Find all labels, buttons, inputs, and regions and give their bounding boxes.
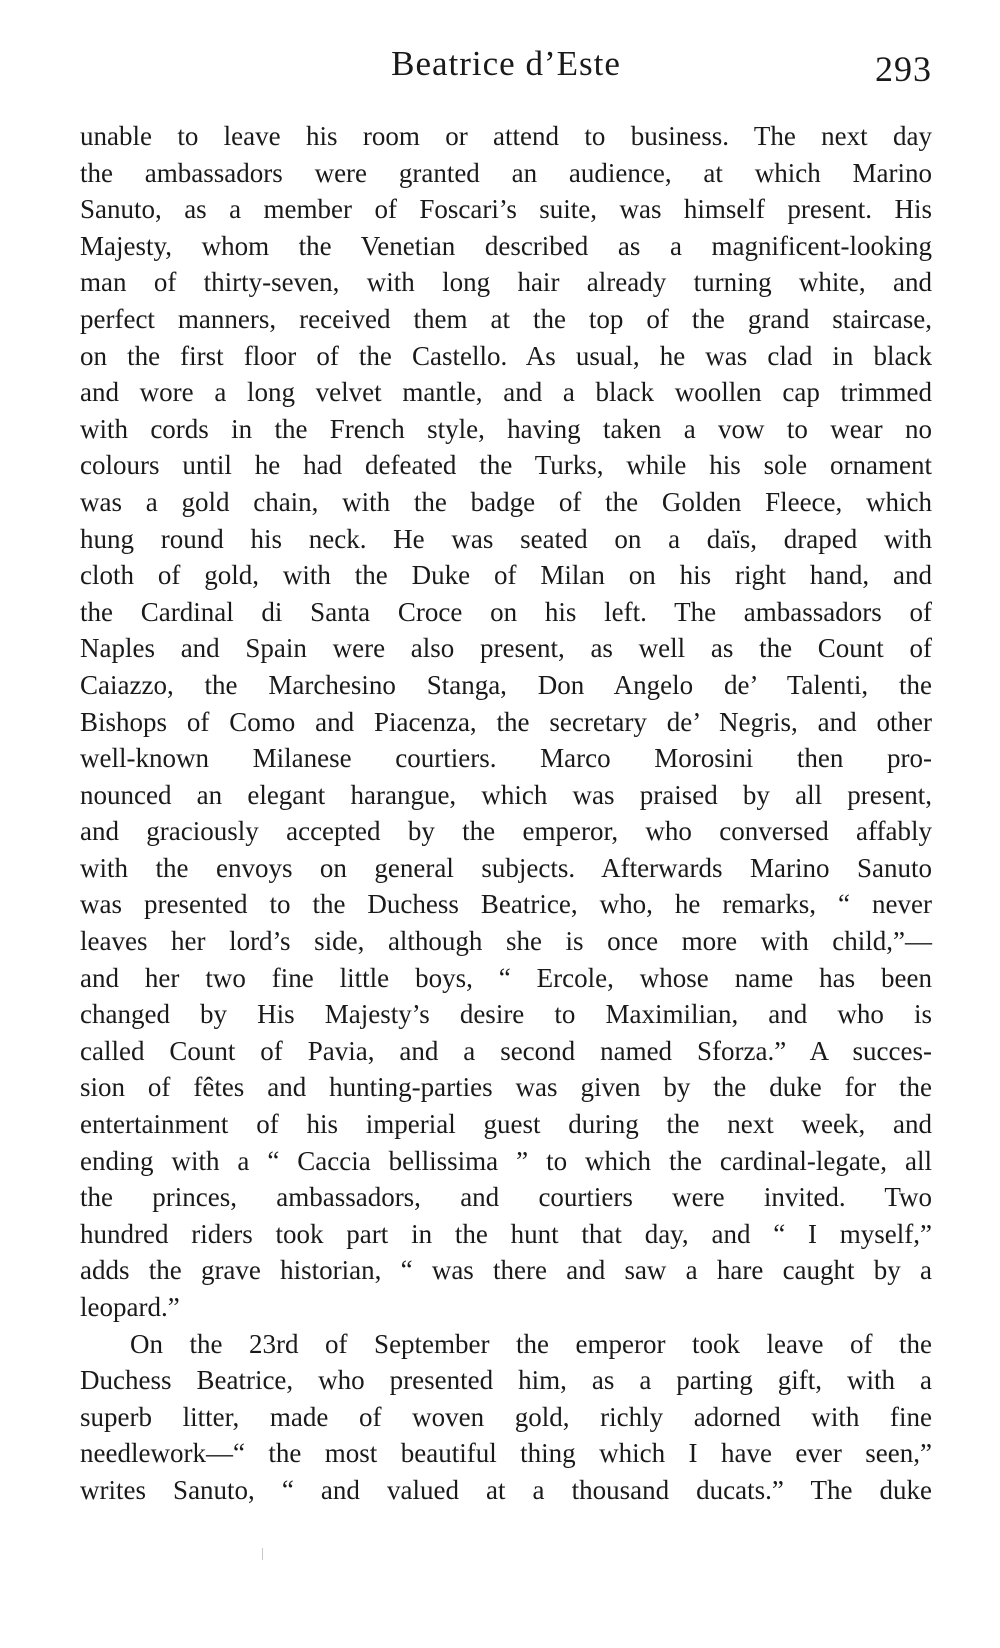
paragraph-end-line: leopard.” [80,1292,180,1322]
scan-mark [262,1548,263,1560]
page-number: 293 [875,49,932,89]
page-header [80,44,932,94]
text-line: sion of fêtes and hunting-parties was given by the duke for the [80,1072,932,1103]
text-line: writes Sanuto, “ and valued at a thousand ducats.” The duke [80,1474,932,1505]
text-line: Caiazzo, the Marchesino Stanga, Don Angelo de’ Talenti, the [80,669,932,700]
text-line: superb litter, made of woven gold, richly adorned with fine [80,1401,932,1432]
text-line: Duchess Beatrice, who presented him, as a parting gift, with a [80,1365,932,1396]
paragraph-start-line: On the 23rd of September the emperor took leave of the [130,1328,932,1359]
text-line: hung round his neck. He was seated on a daïs, draped with [80,523,932,554]
text-line: the princes, ambassadors, and courtiers were invited. Two [80,1182,932,1213]
text-line: adds the grave historian, “ was there and saw a hare caught by a [80,1255,932,1286]
text-line: with the envoys on general subjects. Afterwards Marino Sanuto [80,852,932,883]
text-line: and graciously accepted by the emperor, who conversed affably [80,816,932,847]
running-title: Beatrice d’Este [391,44,621,83]
text-line: well-known Milanese courtiers. Marco Morosini then pro- [80,743,932,774]
text-line: entertainment of his imperial guest during the next week, and [80,1109,932,1140]
text-line: the Cardinal di Santa Croce on his left. The ambassadors of [80,596,932,627]
text-line: leaves her lord’s side, although she is once more with child,”— [80,926,932,957]
text-line: hundred riders took part in the hunt that day, and “ I myself,” [80,1218,932,1249]
text-line: colours until he had defeated the Turks, while his sole ornament [80,450,932,481]
text-line: on the first floor of the Castello. As usual, he was clad in black [80,340,932,371]
text-line: nounced an elegant harangue, which was praised by all present, [80,779,932,810]
text-line: ending with a “ Caccia bellissima ” to which the cardinal-legate, all [80,1145,932,1176]
text-line: and wore a long velvet mantle, and a black woollen cap trimmed [80,377,932,408]
text-line: was a gold chain, with the badge of the Golden Fleece, which [80,486,932,517]
text-line: Sanuto, as a member of Foscari’s suite, was himself present. His [80,194,932,225]
text-line: Majesty, whom the Venetian described as a magnificent-looking [80,230,932,261]
text-line: man of thirty-seven, with long hair already turning white, and [80,267,932,298]
text-line: was presented to the Duchess Beatrice, who, he remarks, “ never [80,889,932,920]
text-line: the ambassadors were granted an audience, at which Marino [80,157,932,188]
text-line: changed by His Majesty’s desire to Maximilian, and who is [80,999,932,1030]
body-text [80,118,932,1509]
text-line: cloth of gold, with the Duke of Milan on his right hand, and [80,560,932,591]
text-line: Naples and Spain were also present, as well as the Count of [80,633,932,664]
text-line: unable to leave his room or attend to business. The next day [80,121,932,151]
text-line: with cords in the French style, having taken a vow to wear no [80,413,932,444]
text-line: Bishops of Como and Piacenza, the secretary de’ Negris, and other [80,706,932,737]
text-line: called Count of Pavia, and a second named Sforza.” A succes- [80,1035,932,1066]
text-line: needlework—“ the most beautiful thing which I have ever seen,” [80,1438,932,1469]
text-line: and her two fine little boys, “ Ercole, whose name has been [80,962,932,993]
text-line: perfect manners, received them at the top of the grand staircase, [80,303,932,334]
